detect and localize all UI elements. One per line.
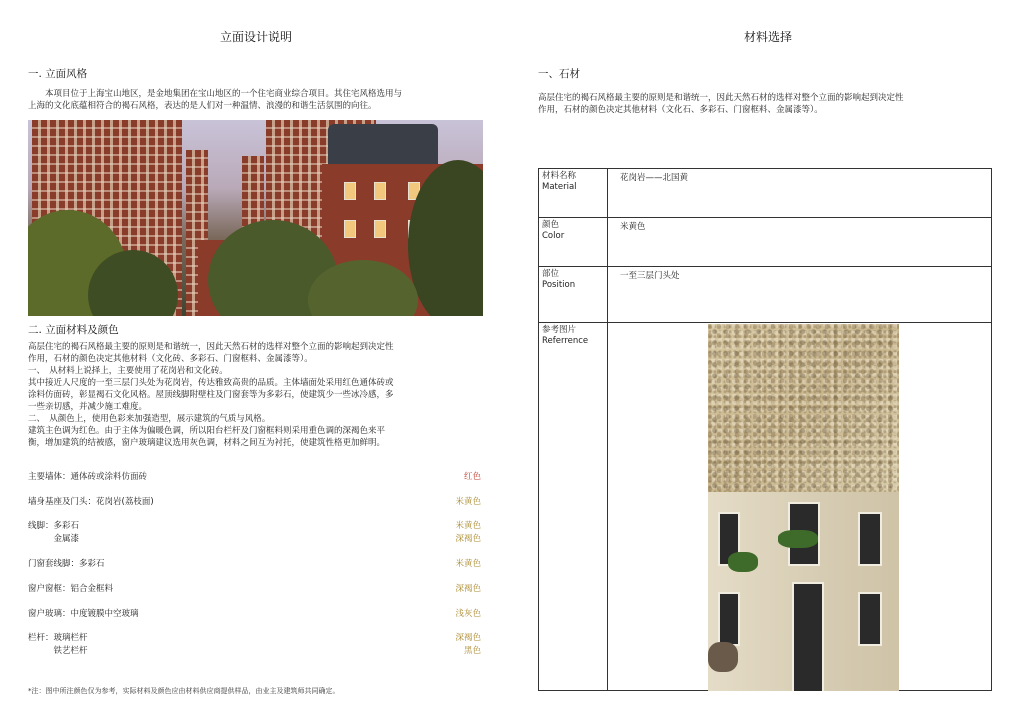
intro-line: 作用，石材的颜色决定其他材料（文化石、多彩石、门窗框料、金属漆等）。 (538, 105, 823, 115)
spec-color: 米黄色 (455, 497, 481, 507)
spec-row (28, 644, 481, 656)
spec-color: 浅灰色 (455, 609, 481, 619)
table-header-cell (539, 218, 608, 267)
material-value: 花岗岩——北国黄 (608, 169, 992, 218)
intro-line: 高层住宅的褐石风格最主要的原则是和谐统一，因此天然石材的选样对整个立面的影响起到决定性 (538, 93, 904, 103)
spec-row (28, 631, 481, 643)
spec-label: 栏杆：玻璃栏杆 (28, 633, 88, 643)
body-line: 二、 从颜色上，使用色彩来加强造型，展示建筑的气质与风格。 (28, 414, 271, 424)
granite-sample-image (708, 324, 899, 492)
spec-color: 深褐色 (455, 633, 481, 643)
section-heading-materials: 二. 立面材料及颜色 (28, 324, 119, 336)
spec-label: 金属漆 (28, 534, 80, 544)
spec-row (28, 519, 481, 531)
stone-paragraph (538, 92, 998, 116)
position-label-en: Position (542, 280, 576, 290)
material-label-en: Material (542, 182, 577, 192)
spec-row (28, 532, 481, 544)
spec-row (28, 557, 481, 569)
right-page (512, 0, 1024, 724)
spec-row (28, 607, 481, 619)
spec-label: 主要墙体：通体砖或涂料仿面砖 (28, 472, 148, 482)
spec-color: 黑色 (463, 646, 481, 656)
body-line: 一、 从材料上说择上，主要使用了花岗岩和文化砖。 (28, 366, 228, 376)
spec-label: 线脚：多彩石 (28, 521, 80, 531)
stone-facade-photo (708, 492, 899, 691)
spec-row (28, 470, 481, 482)
intro-line: 本项目位于上海宝山地区，是金地集团在宝山地区的一个住宅商业综合项目。其住宅风格选用与 (28, 89, 403, 99)
material-label: 材料名称 (542, 171, 577, 181)
spec-label: 门窗套线脚：多彩石 (28, 559, 105, 569)
body-line: 衡，增加建筑的结被感，窗户玻璃建议选用灰色调，材料之间互为衬托，使建筑性格更加鲜明。 (28, 438, 386, 448)
section-heading-style: 一. 立面风格 (28, 68, 88, 80)
spec-color: 米黄色 (455, 521, 481, 531)
intro-paragraph (28, 88, 488, 112)
color-value: 米黄色 (608, 218, 992, 267)
footnote: *注：图中所注颜色仅为参考，实际材料及颜色应由材料供应商提供样品，由业主及建筑师共同确定。 (28, 687, 340, 695)
table-header-cell (539, 267, 608, 323)
table-header-cell (539, 169, 608, 218)
spec-label: 窗户窗框：铝合金框料 (28, 584, 114, 594)
rendering-image (28, 120, 483, 316)
spec-color: 深褐色 (455, 584, 481, 594)
color-label-en: Color (542, 231, 565, 241)
color-label: 颜色 (542, 220, 560, 230)
position-label: 部位 (542, 269, 560, 279)
table-header-cell (539, 323, 608, 691)
spec-label: 铁艺栏杆 (28, 646, 88, 656)
ref-label-en: Referrence (542, 336, 589, 346)
position-value: 一至三层门头处 (608, 267, 992, 323)
spec-color: 米黄色 (455, 559, 481, 569)
table-row (539, 218, 992, 267)
spec-label: 墙身基座及门头：花岗岩(荔枝面) (28, 497, 154, 507)
materials-paragraph (28, 341, 488, 449)
section-heading-stone: 一、石材 (538, 68, 580, 80)
body-line: 一些亲切感，并减少施工难度。 (28, 402, 148, 412)
ref-label: 参考图片 (542, 325, 577, 335)
page-title: 立面设计说明 (219, 30, 292, 44)
spec-row (28, 582, 481, 594)
table-row (539, 267, 992, 323)
body-line: 高层住宅的褐石风格最主要的原则是和谐统一，因此天然石材的选样对整个立面的影响起到决定性 (28, 342, 394, 352)
body-line: 作用，石材的颜色决定其他材料（文化砖、多彩石、门窗框料、金属漆等）。 (28, 354, 313, 364)
page-title: 材料选择 (743, 30, 792, 44)
intro-line: 上海的文化底蕴相符合的褐石风格，表达的是人们对一种温情、浪漫的和谐生活氛围的向往。 (28, 101, 377, 111)
table-row (539, 169, 992, 218)
body-line: 其中接近人尺度的一至三层门头处为花岗岩，传达雅致高贵的品质。主体墙面处采用红色通体砖或 (28, 378, 394, 388)
spec-label: 窗户玻璃：中度镀膜中空玻璃 (28, 609, 139, 619)
spec-color: 深褐色 (455, 534, 481, 544)
body-line: 涂料仿面砖，彰显褐石文化风格。屋顶线脚附壁柱及门窗套等为多彩石，使建筑少一些冰冷感，多 (28, 390, 394, 400)
spec-color: 红色 (463, 472, 481, 482)
body-line: 建筑主色调为红色。由于主体为偏暖色调，所以阳台栏杆及门窗框料则采用重色调的深褐色来平 (28, 426, 386, 436)
spec-row (28, 495, 481, 507)
